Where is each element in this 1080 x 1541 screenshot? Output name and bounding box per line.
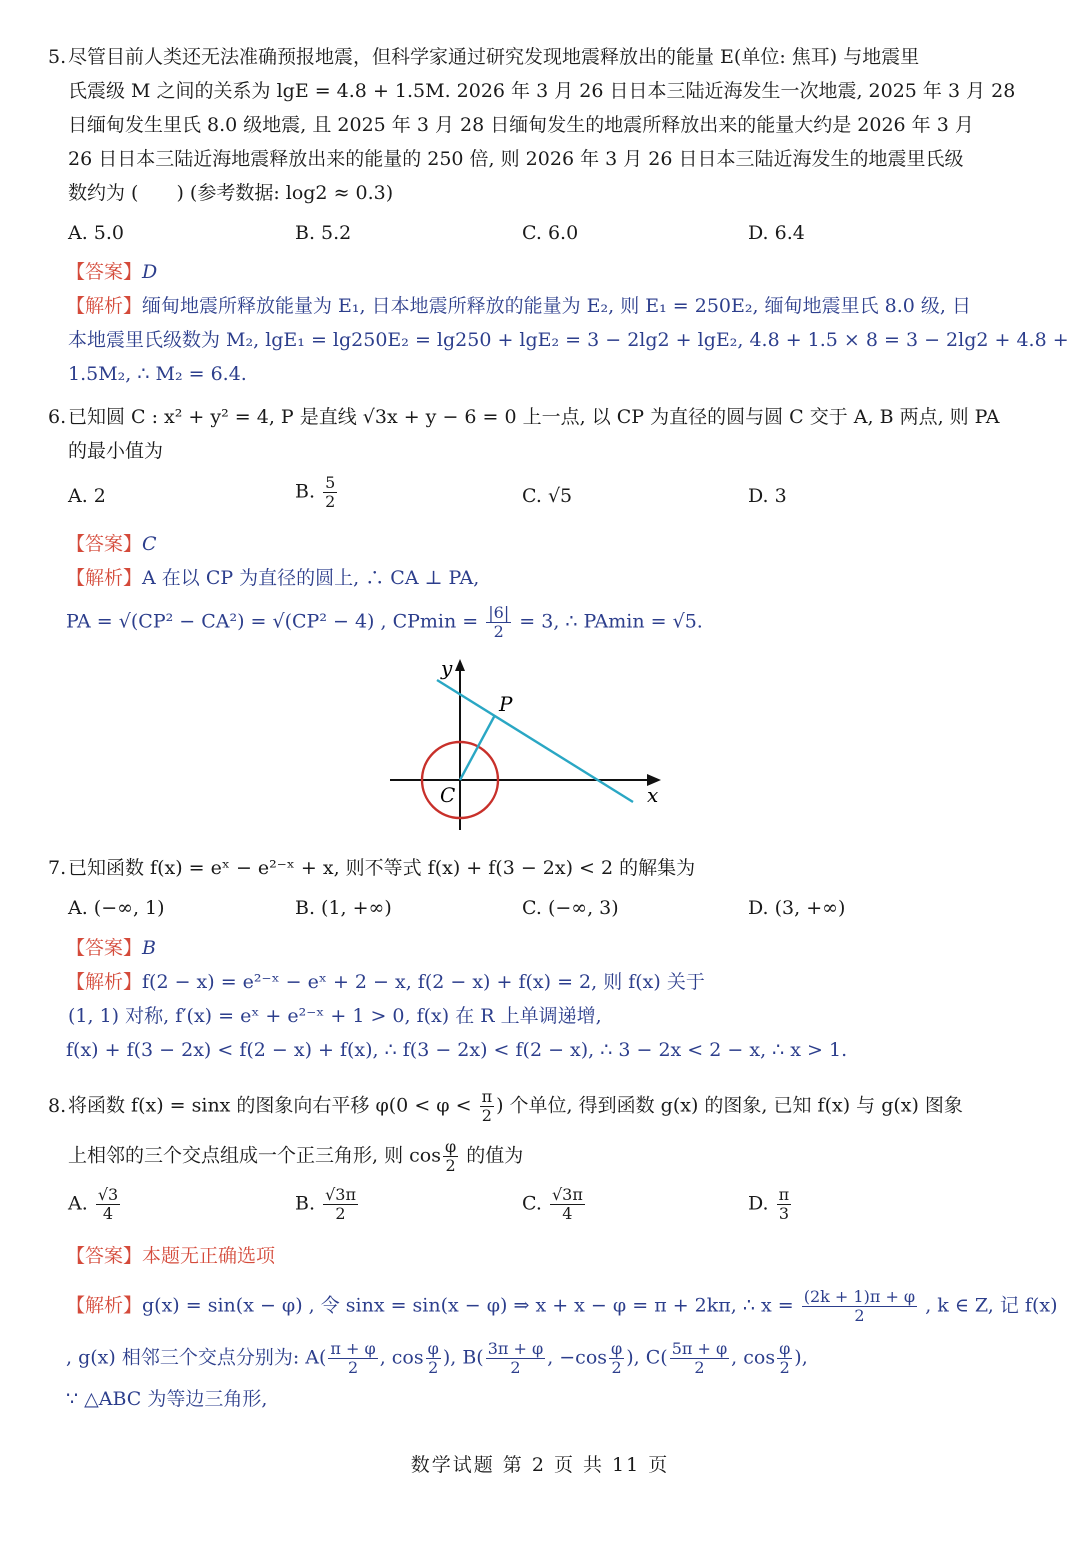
q8-analysis-3: ∵ △ABC 为等边三角形, xyxy=(66,1388,268,1410)
label-p: P xyxy=(499,692,513,716)
q7-option-d: D. (3, +∞) xyxy=(748,897,846,919)
q5-line-4: 26 日日本三陆近海地震释放出来的能量的 250 倍, 则 2026 年 3 月 26 日日本三陆近海发生的地震里氏级 xyxy=(68,148,964,170)
q6-analysis-2: PA = √(CP² − CA²) = √(CP² − 4) , CPmin = $\frac{|6|}{2}$ = 3, ∴ PAmin = √5. xyxy=(66,603,703,641)
q7-analysis-1: 【解析】f(2 − x) = e²⁻ˣ − eˣ + 2 − x, f(2 − x) + f(x) = 2, 则 f(x) 关于 xyxy=(66,971,705,993)
q8-option-c: C. $\frac{√3\pi}{4}$ xyxy=(522,1185,583,1223)
q8-option-a: A. $\frac{√3}{4}$ xyxy=(68,1185,119,1223)
point-a-x: $\frac{\pi + \varphi}{2}$ xyxy=(330,1339,376,1377)
q5-option-d: D. 6.4 xyxy=(748,222,805,244)
point-a-phi: $\frac{\varphi}{2}$ xyxy=(427,1339,439,1377)
q7-analysis-3: f(x) + f(3 − 2x) < f(2 − x) + f(x), ∴ f(3 − 2x) < f(2 − x), ∴ 3 − 2x < 2 − x, ∴ x > 1. xyxy=(66,1039,848,1061)
q8-line-1: 8.将函数 f(x) = sinx 的图象向右平移 φ(0 < φ < $\frac{\pi}{2}$ ) 个单位, 得到函数 g(x) 的图象, 已知 f(x) 与 g(x) 图象 xyxy=(48,1087,963,1125)
q7-number: 7. xyxy=(48,857,67,879)
q8-analysis-x-fraction: $\frac{(2k + 1)\pi + \varphi}{2}$ xyxy=(803,1287,916,1325)
q7-option-c: C. (−∞, 3) xyxy=(522,897,619,919)
q6-option-b-fraction: $\frac{5}{2}$ xyxy=(325,473,336,511)
q5-option-a: A. 5.0 xyxy=(68,222,125,244)
segment-cp xyxy=(460,715,495,780)
q6-option-c: C. √5 xyxy=(522,485,573,507)
point-c-x: $\frac{5\pi + \varphi}{2}$ xyxy=(671,1339,728,1377)
q8-line-2: 上相邻的三个交点组成一个正三角形, 则 cos $\frac{\varphi}{2}$ 的值为 xyxy=(68,1137,524,1175)
q5-line-2: 氏震级 M 之间的关系为 lgE = 4.8 + 1.5M. 2026 年 3 月 26 日日本三陆近海发生一次地震, 2025 年 3 月 28 xyxy=(68,80,1016,102)
q7-line-1: 7.已知函数 f(x) = eˣ − e²⁻ˣ + x, 则不等式 f(x) + f(3 − 2x) < 2 的解集为 xyxy=(48,857,696,879)
label-c: C xyxy=(440,783,456,807)
q6-line-1: 6.已知圆 C : x² + y² = 4, P 是直线 √3x + y − 6 = 0 上一点, 以 CP 为直径的圆与圆 C 交于 A, B 两点, 则 PA xyxy=(48,406,1000,428)
q8-phi-over-2: $\frac{\varphi}{2}$ xyxy=(444,1137,457,1175)
q5-line-3: 日缅甸发生里氏 8.0 级地震, 且 2025 年 3 月 28 日缅甸发生的地震所释放出来的能量大约是 2026 年 3 月 xyxy=(68,114,974,136)
q6-option-a: A. 2 xyxy=(68,485,106,507)
point-b-x: $\frac{3\pi + \varphi}{2}$ xyxy=(487,1339,544,1377)
line-l xyxy=(437,680,633,802)
label-y: y xyxy=(441,656,453,680)
point-b-phi: $\frac{\varphi}{2}$ xyxy=(611,1339,623,1377)
q5-answer: 【答案】D xyxy=(66,261,158,283)
q5-number: 5. xyxy=(48,46,67,68)
q8-analysis-2: , g(x) 相邻三个交点分别为: A( $\frac{\pi + \varphi}{2}$ , cos $\frac{\varphi}{2}$ ), B( $\frac{3\pi + \varphi}{2}$ , −cos $\frac{\varphi}{2}$ ), C( $\frac{5\pi + \varphi}{2}$ , cos $\frac{\varphi}{2}$ ), xyxy=(66,1339,808,1377)
label-x: x xyxy=(647,783,659,807)
q8-option-a-fraction: $\frac{√3}{4}$ xyxy=(97,1185,119,1223)
q7-option-b: B. (1, +∞) xyxy=(295,897,392,919)
q5-option-c: C. 6.0 xyxy=(522,222,579,244)
q5-option-b: B. 5.2 xyxy=(295,222,352,244)
q8-pi-over-2: $\frac{\pi}{2}$ xyxy=(481,1087,493,1125)
q7-answer: 【答案】B xyxy=(66,937,156,959)
point-c-phi: $\frac{\varphi}{2}$ xyxy=(779,1339,791,1377)
q6-answer: 【答案】C xyxy=(66,533,157,555)
y-axis-arrow xyxy=(455,659,465,671)
q7-option-a: A. (−∞, 1) xyxy=(68,897,165,919)
q6-analysis-1: 【解析】A 在以 CP 为直径的圆上, ∴ CA ⊥ PA, xyxy=(66,567,480,589)
q6-line-2: 的最小值为 xyxy=(68,440,164,462)
q7-analysis-2: (1, 1) 对称, f′(x) = eˣ + e²⁻ˣ + 1 > 0, f(x) 在 R 上单调递增, xyxy=(68,1005,602,1027)
q8-option-d-fraction: $\frac{\pi}{3}$ xyxy=(778,1185,790,1223)
q5-line-5: 数约为 ( ) (参考数据: log2 ≈ 0.3) xyxy=(68,182,394,204)
q8-answer: 【答案】本题无正确选项 xyxy=(66,1245,276,1267)
q5-line-1: 5.尽管目前人类还无法准确预报地震，但科学家通过研究发现地震释放出的能量 E(单位: 焦耳) 与地震里 xyxy=(48,46,920,68)
q8-number: 8. xyxy=(48,1094,67,1117)
q6-option-d: D. 3 xyxy=(748,485,787,507)
q6-number: 6. xyxy=(48,406,67,428)
q8-option-c-fraction: $\frac{√3\pi}{4}$ xyxy=(551,1185,583,1223)
q5-analysis-3: 1.5M₂, ∴ M₂ = 6.4. xyxy=(68,363,247,385)
q6-analysis-fraction: $\frac{|6|}{2}$ xyxy=(488,603,510,641)
q5-analysis-1: 【解析】缅甸地震所释放能量为 E₁, 日本地震所释放的能量为 E₂, 则 E₁ = 250E₂, 缅甸地震里氏 8.0 级, 日 xyxy=(66,295,971,317)
page-footer: 数学试题 第 2 页 共 11 页 xyxy=(410,1454,670,1476)
q8-option-b: B. $\frac{√3\pi}{2}$ xyxy=(295,1185,356,1223)
q6-option-b: B. $\frac{5}{2}$ xyxy=(295,473,336,511)
q5-analysis-2: 本地震里氏级数为 M₂, lgE₁ = lg250E₂ = lg250 + lgE₂ = 3 − 2lg2 + lgE₂, 4.8 + 1.5 × 8 = 3 − 2lg2 + 4.8 + xyxy=(68,329,1069,351)
q8-option-d: D. $\frac{\pi}{3}$ xyxy=(748,1185,790,1223)
q8-option-b-fraction: $\frac{√3\pi}{2}$ xyxy=(325,1185,356,1223)
q8-analysis-1: 【解析】g(x) = sin(x − φ) , 令 sinx = sin(x − φ) ⇒ x + x − φ = π + 2kπ, ∴ x = $\frac{(2k + 1)\pi + \varphi}{2}$ , k ∈ Z, 记 f(x) xyxy=(66,1287,1058,1325)
q6-figure xyxy=(385,655,675,835)
